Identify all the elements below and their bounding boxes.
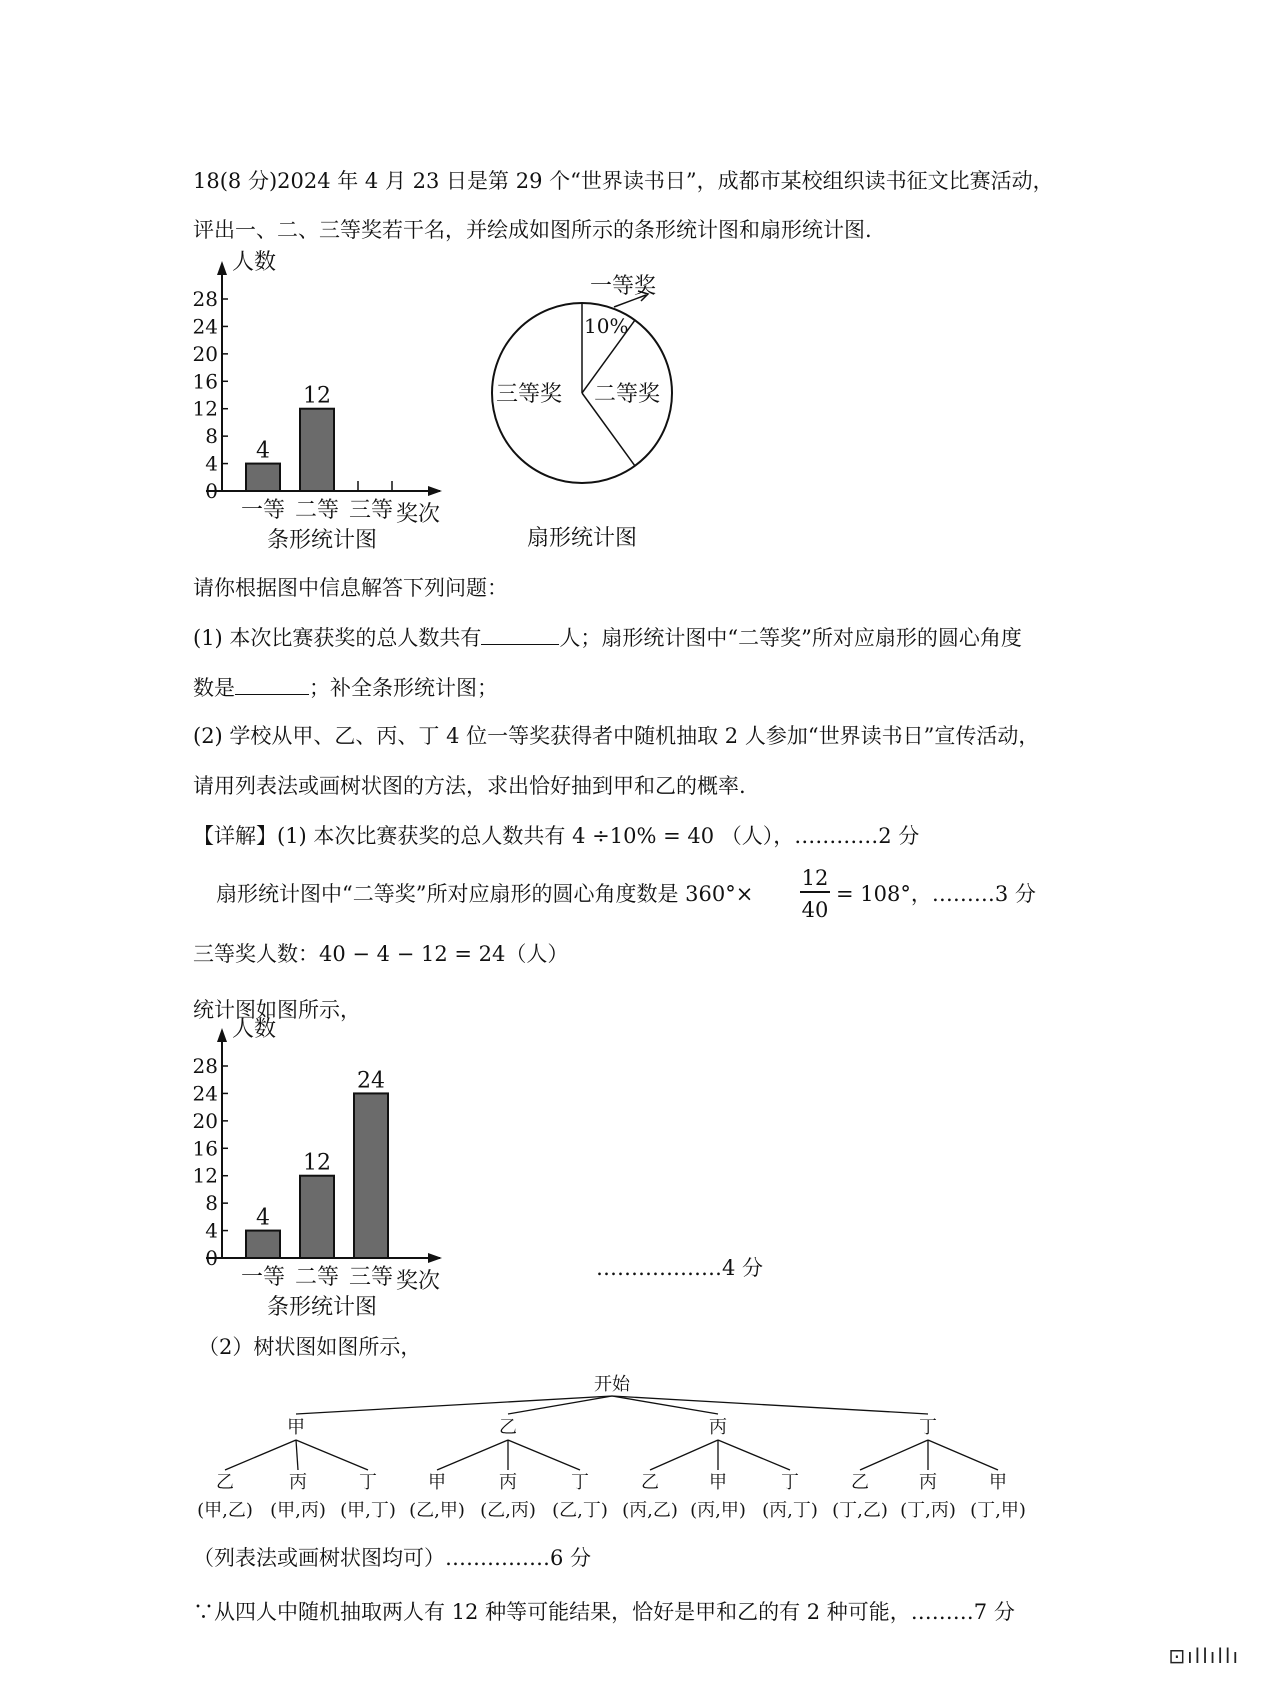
solution-line-6: （列表法或画树状图均可）……………6 分 — [193, 1546, 592, 1570]
y-tick-label: 4 — [205, 451, 218, 476]
pie-label-second: 二等奖 — [594, 382, 661, 407]
x-axis-label: 奖次 — [396, 502, 441, 527]
chart-title: 条形统计图 — [266, 1295, 378, 1320]
bar-二等 — [300, 409, 334, 491]
y-axis-label: 人数 — [232, 250, 277, 275]
bar-data-label: 4 — [256, 1205, 270, 1231]
y-tick-label: 4 — [205, 1218, 218, 1243]
fraction-numerator: 12 — [801, 866, 829, 890]
solution-line-5: （2）树状图如图所示， — [198, 1335, 422, 1359]
tree-result: (丙,甲) — [690, 1500, 746, 1521]
tree-node-level-1: 甲 — [287, 1417, 305, 1438]
tree-node-level-2: 丙 — [499, 1472, 517, 1493]
tree-node-level-2: 甲 — [428, 1472, 446, 1493]
tree-result: (乙,丙) — [480, 1500, 536, 1521]
tree-result: (甲,乙) — [197, 1500, 253, 1521]
solution-line-2: 扇形统计图中“二等奖”所对应扇形的圆心角度数是 360°× — [216, 882, 754, 906]
bar-二等 — [300, 1176, 334, 1258]
solution-line-4: 统计图如图所示， — [193, 998, 361, 1022]
tree-edge — [612, 1396, 928, 1414]
tree-edge — [508, 1440, 580, 1470]
tree-edge — [296, 1440, 298, 1470]
bar-三等 — [354, 1093, 388, 1258]
chart-title: 扇形统计图 — [526, 526, 638, 551]
tree-node-level-1: 乙 — [499, 1417, 517, 1438]
tree-result: (乙,丁) — [552, 1500, 608, 1521]
x-axis-arrow — [428, 486, 442, 496]
y-tick-label: 0 — [205, 1246, 218, 1270]
answer-blank-angle[interactable] — [235, 676, 309, 695]
tree-node-level-2: 乙 — [851, 1472, 869, 1493]
tree-node-level-2: 丁 — [359, 1472, 377, 1493]
x-tick-label: 三等 — [348, 498, 394, 523]
bar-chart-2 — [180, 1017, 480, 1322]
bar-chart-1 — [180, 250, 480, 555]
tree-edge — [928, 1440, 998, 1470]
tree-root: 开始 — [594, 1374, 630, 1395]
tree-result: (甲,丁) — [340, 1500, 396, 1521]
bar-data-label: 4 — [256, 438, 270, 464]
x-tick-label: 一等 — [240, 498, 286, 523]
fraction-denominator: 40 — [801, 898, 829, 922]
tree-result: (乙,甲) — [409, 1500, 465, 1521]
score-4: ………………4 分 — [596, 1256, 764, 1280]
y-tick-label: 24 — [192, 1081, 218, 1106]
q1-text-d: ；补全条形统计图； — [309, 676, 498, 700]
tree-diagram — [0, 1370, 1280, 1540]
x-tick-label: 二等 — [294, 498, 340, 523]
tree-result: (丁,甲) — [970, 1500, 1026, 1521]
y-tick-label: 24 — [192, 314, 218, 339]
y-tick-label: 16 — [192, 369, 218, 394]
q1-text-c: 数是 — [193, 676, 235, 700]
bar-data-label: 12 — [303, 1150, 331, 1176]
tree-edge — [860, 1440, 928, 1470]
tree-result: (丙,乙) — [622, 1500, 678, 1521]
tree-node-level-2: 甲 — [989, 1472, 1007, 1493]
bar-data-label: 12 — [303, 383, 331, 409]
chart-title: 条形统计图 — [266, 528, 378, 553]
tree-edge — [650, 1440, 718, 1470]
y-axis-arrow — [217, 1028, 227, 1042]
solution-line-7: ∵从四人中随机抽取两人有 12 种等可能结果，恰好是甲和乙的有 2 种可能，………7 分 — [193, 1600, 1015, 1624]
question-1-line-1 — [193, 626, 1022, 649]
y-tick-label: 28 — [192, 287, 218, 311]
tree-node-level-2: 丁 — [571, 1472, 589, 1493]
x-axis-label: 奖次 — [396, 1269, 441, 1294]
watermark-logo: ⊡ıllıllı — [1168, 1644, 1240, 1668]
y-axis-arrow — [217, 261, 227, 275]
y-tick-label: 8 — [205, 424, 218, 449]
tree-node-level-1: 丁 — [919, 1417, 937, 1438]
tree-node-level-2: 甲 — [709, 1472, 727, 1493]
x-tick-label: 一等 — [240, 1265, 286, 1290]
tree-edge — [437, 1440, 508, 1470]
problem-line-1: 18(8 分)2024 年 4 月 23 日是第 29 个“世界读书日”，成都市某校组织读书征文比赛活动， — [193, 169, 1054, 193]
y-tick-label: 20 — [192, 1108, 218, 1133]
y-tick-label: 8 — [205, 1191, 218, 1216]
y-tick-label: 12 — [192, 396, 218, 421]
bar-一等 — [246, 1231, 280, 1258]
tree-node-level-1: 丙 — [709, 1417, 727, 1438]
tree-edge — [225, 1440, 296, 1470]
question-prompt: 请你根据图中信息解答下列问题： — [193, 576, 508, 600]
solution-line-1: 【详解】(1) 本次比赛获奖的总人数共有 4 ÷10% = 40 （人），…………2 分 — [193, 824, 920, 848]
bar-一等 — [246, 464, 280, 491]
y-tick-label: 16 — [192, 1136, 218, 1161]
x-tick-label: 三等 — [348, 1265, 394, 1290]
pie-label-third: 三等奖 — [496, 382, 563, 407]
q1-text-a: (1) 本次比赛获奖的总人数共有 — [193, 626, 482, 650]
x-tick-label: 二等 — [294, 1265, 340, 1290]
question-1-line-2 — [193, 676, 498, 699]
y-axis-label: 人数 — [232, 1017, 277, 1042]
pie-chart — [480, 262, 700, 562]
pie-percent-label: 10% — [584, 314, 629, 338]
tree-node-level-2: 丁 — [781, 1472, 799, 1493]
solution-line-2-b: = 108°，………3 分 — [836, 882, 1036, 906]
tree-edge — [296, 1396, 612, 1414]
pie-label-first: 一等奖 — [590, 274, 657, 299]
tree-result: (甲,丙) — [270, 1500, 326, 1521]
answer-blank-total[interactable] — [481, 626, 559, 645]
tree-node-level-2: 乙 — [641, 1472, 659, 1493]
bar-data-label: 24 — [357, 1068, 385, 1094]
tree-result: (丁,乙) — [832, 1500, 888, 1521]
x-axis-arrow — [428, 1253, 442, 1263]
tree-node-level-2: 丙 — [289, 1472, 307, 1493]
q1-text-b: 人；扇形统计图中“二等奖”所对应扇形的圆心角度 — [559, 626, 1022, 650]
y-tick-label: 12 — [192, 1163, 218, 1188]
tree-edge — [296, 1440, 368, 1470]
question-2-line-1: (2) 学校从甲、乙、丙、丁 4 位一等奖获得者中随机抽取 2 人参加“世界读书日”宣传活动， — [193, 724, 1040, 748]
y-tick-label: 0 — [205, 479, 218, 503]
tree-node-level-2: 丙 — [919, 1472, 937, 1493]
y-tick-label: 28 — [192, 1054, 218, 1078]
tree-edge — [718, 1440, 790, 1470]
problem-line-2: 评出一、二、三等奖若干名，并绘成如图所示的条形统计图和扇形统计图. — [193, 218, 872, 242]
tree-result: (丁,丙) — [900, 1500, 956, 1521]
tree-result: (丙,丁) — [762, 1500, 818, 1521]
tree-node-level-2: 乙 — [216, 1472, 234, 1493]
solution-line-3: 三等奖人数：40 − 4 − 12 = 24（人） — [193, 942, 569, 966]
fraction-bar — [800, 891, 830, 893]
y-tick-label: 20 — [192, 341, 218, 366]
question-2-line-2: 请用列表法或画树状图的方法，求出恰好抽到甲和乙的概率. — [193, 774, 746, 798]
